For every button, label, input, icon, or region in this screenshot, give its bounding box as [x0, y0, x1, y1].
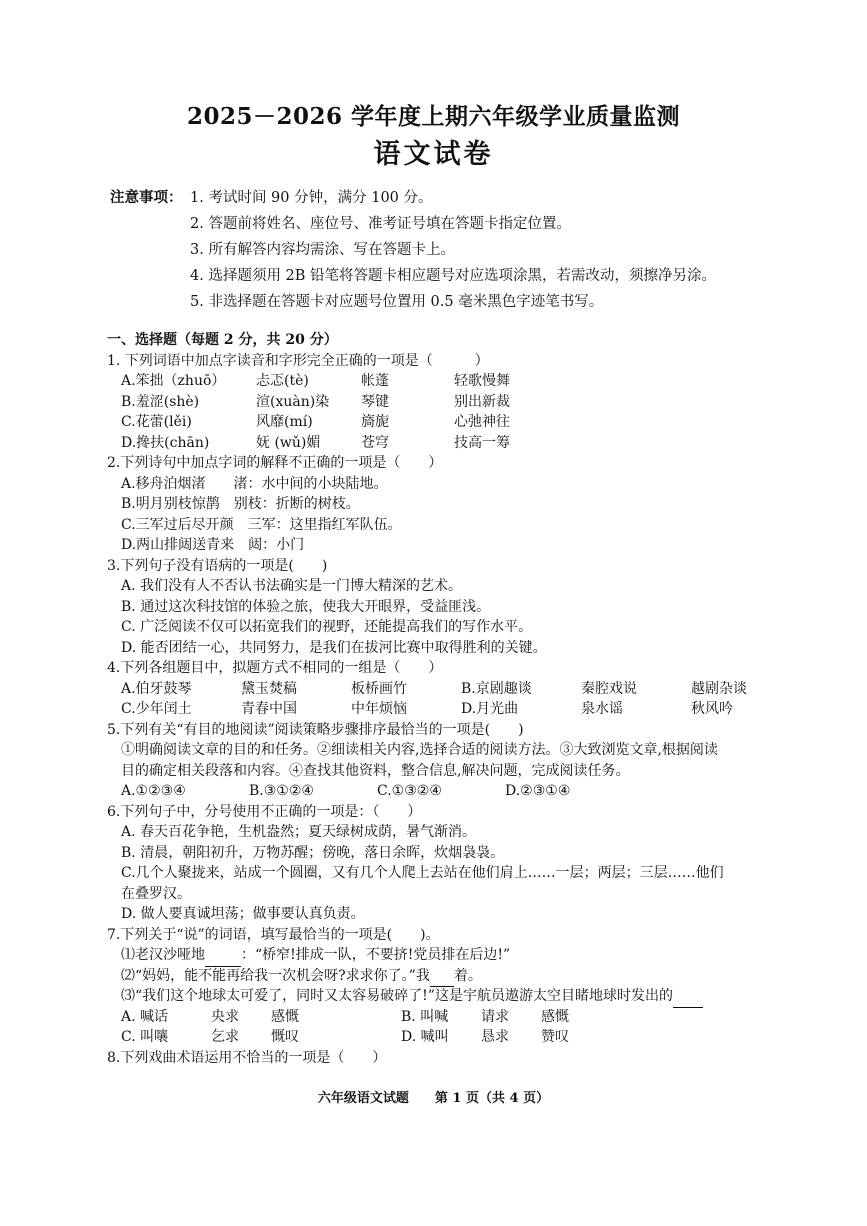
question-2-option: A.移舟泊烟渚 渚：水中间的小块陆地。 [121, 475, 388, 492]
question-4-row [107, 699, 772, 720]
sentence-part: ⑴老汉沙哑地 [121, 947, 205, 963]
option-cell: C.花蕾(lěi) [121, 414, 192, 430]
fill-blank [205, 945, 241, 967]
option-cell: 别出新裁 [454, 393, 510, 410]
question-6-option: 在叠罗汉。 [121, 885, 191, 902]
question-2-option: D.两山排闼送青来 闼：小门 [121, 537, 305, 553]
option-cell: B.京剧趣谈 [461, 680, 532, 697]
option-cell: 风靡(mí) [256, 414, 313, 430]
option-cell: 渲(xuàn)染 [256, 393, 330, 410]
question-1-row [107, 392, 772, 413]
question-6-stem: 6.下列句子中，分号使用不正确的一项是：（ ） [107, 803, 422, 820]
option-cell: 中年烦恼 [351, 701, 407, 717]
option-cell: D.月光曲 [461, 701, 519, 717]
question-1-row [107, 412, 772, 433]
page-footer: 六年级语文试题 第 1 页（共 4 页） [317, 1091, 550, 1106]
question-7-row [107, 1027, 772, 1048]
option-group [121, 679, 461, 700]
question-8-stem: 8.下列戏曲术语运用不恰当的一项是（ ） [107, 1049, 387, 1066]
note-item: 1. 考试时间 90 分钟，满分 100 分。 [190, 190, 433, 206]
option-group [461, 699, 801, 720]
sentence-part: 着。 [453, 967, 482, 984]
option-group [121, 699, 461, 720]
exam-subtitle: 语文试卷 [373, 139, 494, 170]
option-cell: B.③①②④ [249, 783, 314, 799]
option-cell: 乞求 [211, 1029, 239, 1045]
option-cell: 越剧杂谈 [691, 680, 747, 697]
question-2-option: C.三军过后尽开颜 三军：这里指红军队伍。 [121, 516, 402, 533]
option-cell: 秦腔戏说 [581, 680, 637, 697]
notes-label: 注意事项： [110, 189, 183, 206]
question-6-option: D. 做人要真诚坦荡；做事要认真负责。 [121, 906, 365, 922]
option-cell: D. 喊叫 [401, 1029, 449, 1045]
question-1-row [107, 371, 772, 392]
option-cell: 帐蓬 [361, 373, 389, 389]
question-7-sentence [107, 945, 772, 966]
question-5-stem: 5.下列有关“有目的地阅读”阅读策略步骤排序最恰当的一项是( ) [107, 721, 524, 738]
option-cell: 感慨 [271, 1008, 299, 1025]
option-cell: 央求 [211, 1008, 239, 1025]
section-heading: 一、选择题（每题 2 分，共 20 分） [107, 332, 338, 348]
option-cell: C.少年闰土 [121, 701, 192, 717]
note-item: 5. 非选择题在答题卡对应题号位置用 0.5 毫米黑色字迹笔书写。 [190, 294, 604, 310]
question-6-option: A. 春天百花争艳，生机盎然；夏天绿树成荫，暑气渐消。 [121, 824, 477, 840]
sentence-part: ：“桥窄!排成一队，不要挤!党员排在后边!” [241, 947, 511, 963]
option-cell: 妩 (wǔ)媚 [256, 434, 321, 451]
option-cell: D.搀扶(chān) [121, 434, 210, 451]
question-1-stem: 1. 下列词语中加点字读音和字形完全正确的一项是（ ） [107, 352, 489, 369]
note-item: 4. 选择题须用 2B 铅笔将答题卡相应题号对应选项涂黑，若需改动，须擦净另涂。 [190, 268, 717, 284]
option-cell: 苍穹 [361, 434, 389, 451]
question-4-row [107, 679, 772, 700]
option-cell: 泉水谣 [581, 701, 623, 717]
exam-title: 2025－2026 学年度上期六年级学业质量监测 [186, 103, 681, 130]
question-7-sentence [107, 966, 772, 987]
option-group [461, 679, 801, 700]
question-1-row [107, 433, 772, 454]
questions-body [107, 330, 772, 1068]
option-cell: 旖旎 [361, 414, 389, 430]
question-7-stem: 7.下列关于“说”的词语，填写最恰当的一项是( )。 [107, 926, 440, 943]
sentence-part: ⑵“妈妈，能不能再给我一次机会呀?求求你了。”我 [121, 967, 430, 984]
question-2-option: B.明月别枝惊鹊 别枝：折断的树枝。 [121, 496, 360, 512]
option-cell: A.笨拙（zhuō） [121, 373, 226, 389]
option-cell: B. 叫喊 [401, 1008, 449, 1025]
option-cell: B.羞涩(shè) [121, 393, 200, 410]
question-5-options [107, 781, 772, 802]
fill-blank [430, 966, 454, 988]
question-6-option: C.几个人聚拢来，站成一个圆圈，又有几个人爬上去站在他们肩上……一层；两层；三层……他们 [121, 865, 724, 881]
option-cell: A.伯牙鼓琴 [121, 680, 192, 697]
question-7-row [107, 1007, 772, 1028]
question-5-body: ①明确阅读文章的目的和任务。②细读相关内容,选择合适的阅读方法。③大致浏览文章,根据阅读 [121, 742, 718, 758]
option-cell: 琴键 [361, 393, 389, 410]
question-3-option: C. 广泛阅读不仅可以拓宽我们的视野，还能提高我们的写作水平。 [121, 619, 533, 635]
option-cell: 黛玉焚稿 [241, 680, 297, 697]
option-group [121, 1007, 401, 1028]
option-cell: C.①③②④ [377, 783, 442, 799]
option-cell: 感慨 [541, 1008, 569, 1025]
note-item: 2. 答题前将姓名、座位号、准考证号填在答题卡指定位置。 [190, 216, 571, 232]
sentence-part: ⑶“我们这个地球太可爱了，同时又太容易破碎了!”这是宇航员遨游太空目睹地球时发出的 [121, 988, 673, 1004]
question-2-stem: 2.下列诗句中加点字词的解释不正确的一项是（ ） [107, 455, 443, 471]
option-cell: C. 叫嚷 [121, 1029, 169, 1045]
option-cell: 忐忑(tè) [256, 373, 309, 389]
option-group [401, 1007, 651, 1028]
option-group [121, 1027, 401, 1048]
option-cell: 秋风吟 [691, 701, 733, 717]
question-3-option: A. 我们没有人不否认书法确实是一门博大精深的艺术。 [121, 578, 463, 594]
note-item: 3. 所有解答内容均需涂、写在答题卡上。 [190, 242, 455, 258]
option-cell: 请求 [481, 1008, 509, 1025]
option-cell: A. 喊话 [121, 1008, 169, 1025]
question-4-stem: 4.下列各组题目中，拟题方式不相同的一组是（ ） [107, 660, 443, 676]
option-cell: 慨叹 [271, 1029, 299, 1045]
option-cell: D.②③①④ [505, 783, 571, 799]
option-cell: 赞叹 [541, 1029, 569, 1045]
option-cell: 青春中国 [241, 701, 297, 717]
question-5-body: 目的确定相关段落和内容。④查找其他资料，整合信息,解决问题，完成阅读任务。 [121, 762, 630, 779]
fill-blank [673, 986, 703, 1008]
question-3-stem: 3.下列句子没有语病的一项是( ) [107, 557, 328, 574]
option-cell: 心弛神往 [454, 414, 510, 430]
question-3-option: D. 能否团结一心，共同努力，是我们在拔河比赛中取得胜利的关键。 [121, 639, 547, 656]
option-cell: 技高一筹 [454, 434, 510, 451]
question-3-option: B. 通过这次科技馆的体验之旅，使我大开眼界，受益匪浅。 [121, 598, 491, 615]
option-cell: 板桥画竹 [351, 680, 407, 697]
option-group [401, 1027, 651, 1048]
option-cell: A.①②③④ [121, 783, 186, 799]
option-cell: 轻歌慢舞 [454, 373, 510, 389]
option-cell: 恳求 [481, 1029, 509, 1045]
question-7-sentence [107, 986, 772, 1007]
question-6-option: B. 清晨，朝阳初升，万物苏醒；傍晚，落日余晖，炊烟袅袅。 [121, 844, 505, 861]
